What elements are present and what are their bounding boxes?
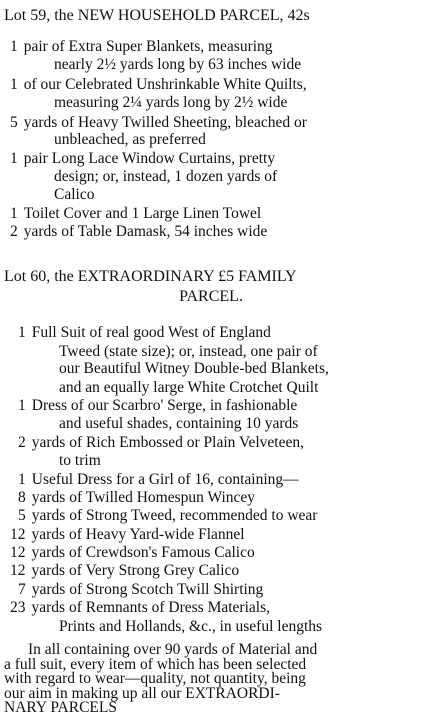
list-item: nearly 2½ yards long by 63 inches wide bbox=[54, 55, 302, 73]
list-item: unbleached, as preferred bbox=[54, 131, 206, 149]
list-item: our Beautiful Witney Double-bed Blankets, bbox=[59, 360, 329, 378]
list-item: Calico bbox=[54, 186, 95, 203]
list-item: 1 of our Celebrated Unshrinkable White Quilts, bbox=[10, 76, 307, 94]
closing-line: NARY PARCELS bbox=[4, 699, 117, 717]
list-item: measuring 2¼ yards long by 2½ wide bbox=[54, 93, 288, 111]
list-item: 1 Dress of our Scarbro' Serge, in fashionable bbox=[18, 397, 298, 415]
list-item: 1 Full Suit of real good West of England bbox=[18, 324, 271, 342]
list-item: 1 pair of Extra Super Blankets, measuring bbox=[10, 38, 273, 56]
closing-line: In all containing over 90 yards of Material and bbox=[28, 641, 318, 659]
list-item: Prints and Hollands, &c., in useful lengths bbox=[59, 617, 323, 635]
closing-line: our aim in making up all our EXTRAORDI- bbox=[4, 684, 280, 702]
list-item: 7 yards of Strong Scotch Twill Shirting bbox=[18, 580, 264, 598]
list-item: 8 yards of Twilled Homespun Wincey bbox=[18, 489, 256, 507]
lot-60-heading: Lot 60, the EXTRAORDINARY £5 FAMILY bbox=[4, 268, 297, 286]
list-item: 2 yards of Table Damask, 54 inches wide bbox=[10, 223, 268, 241]
list-item: 23 yards of Remnants of Dress Materials, bbox=[10, 599, 270, 617]
list-item: to trim bbox=[59, 452, 101, 470]
list-item: 5 yards of Strong Tweed, recommended to wear bbox=[18, 507, 318, 525]
list-item: and useful shades, containing 10 yards bbox=[59, 415, 299, 433]
closing-line: with regard to wear—quality, not quantity, being bbox=[4, 670, 306, 688]
list-item: 12 yards of Heavy Yard-wide Flannel bbox=[10, 525, 245, 543]
list-item: and an equally large White Crotchet Quilt bbox=[59, 378, 319, 396]
list-item: 1 pair Long Lace Window Curtains, pretty bbox=[10, 149, 276, 167]
closing-line: a full suit, every item of which has been selected bbox=[4, 655, 307, 673]
list-item: 2 yards of Rich Embossed or Plain Velveteen, bbox=[18, 433, 304, 451]
list-item: Tweed (state size); or, instead, one pair of bbox=[59, 342, 318, 360]
list-item: 12 yards of Crewdson's Famous Calico bbox=[10, 544, 255, 562]
lot-59-heading: Lot 59, the NEW HOUSEHOLD PARCEL, 42s bbox=[4, 6, 310, 24]
list-item: 12 yards of Very Strong Grey Calico bbox=[10, 561, 240, 579]
list-item: design; or, instead, 1 dozen yards of bbox=[54, 168, 278, 186]
list-item: 1 Useful Dress for a Girl of 16, containing— bbox=[18, 470, 299, 488]
list-item: 5 yards of Heavy Twilled Sheeting, bleached or bbox=[10, 113, 307, 131]
list-item: 1 Toilet Cover and 1 Large Linen Towel bbox=[10, 204, 262, 222]
lot-60-heading-continued: PARCEL. bbox=[179, 287, 243, 305]
